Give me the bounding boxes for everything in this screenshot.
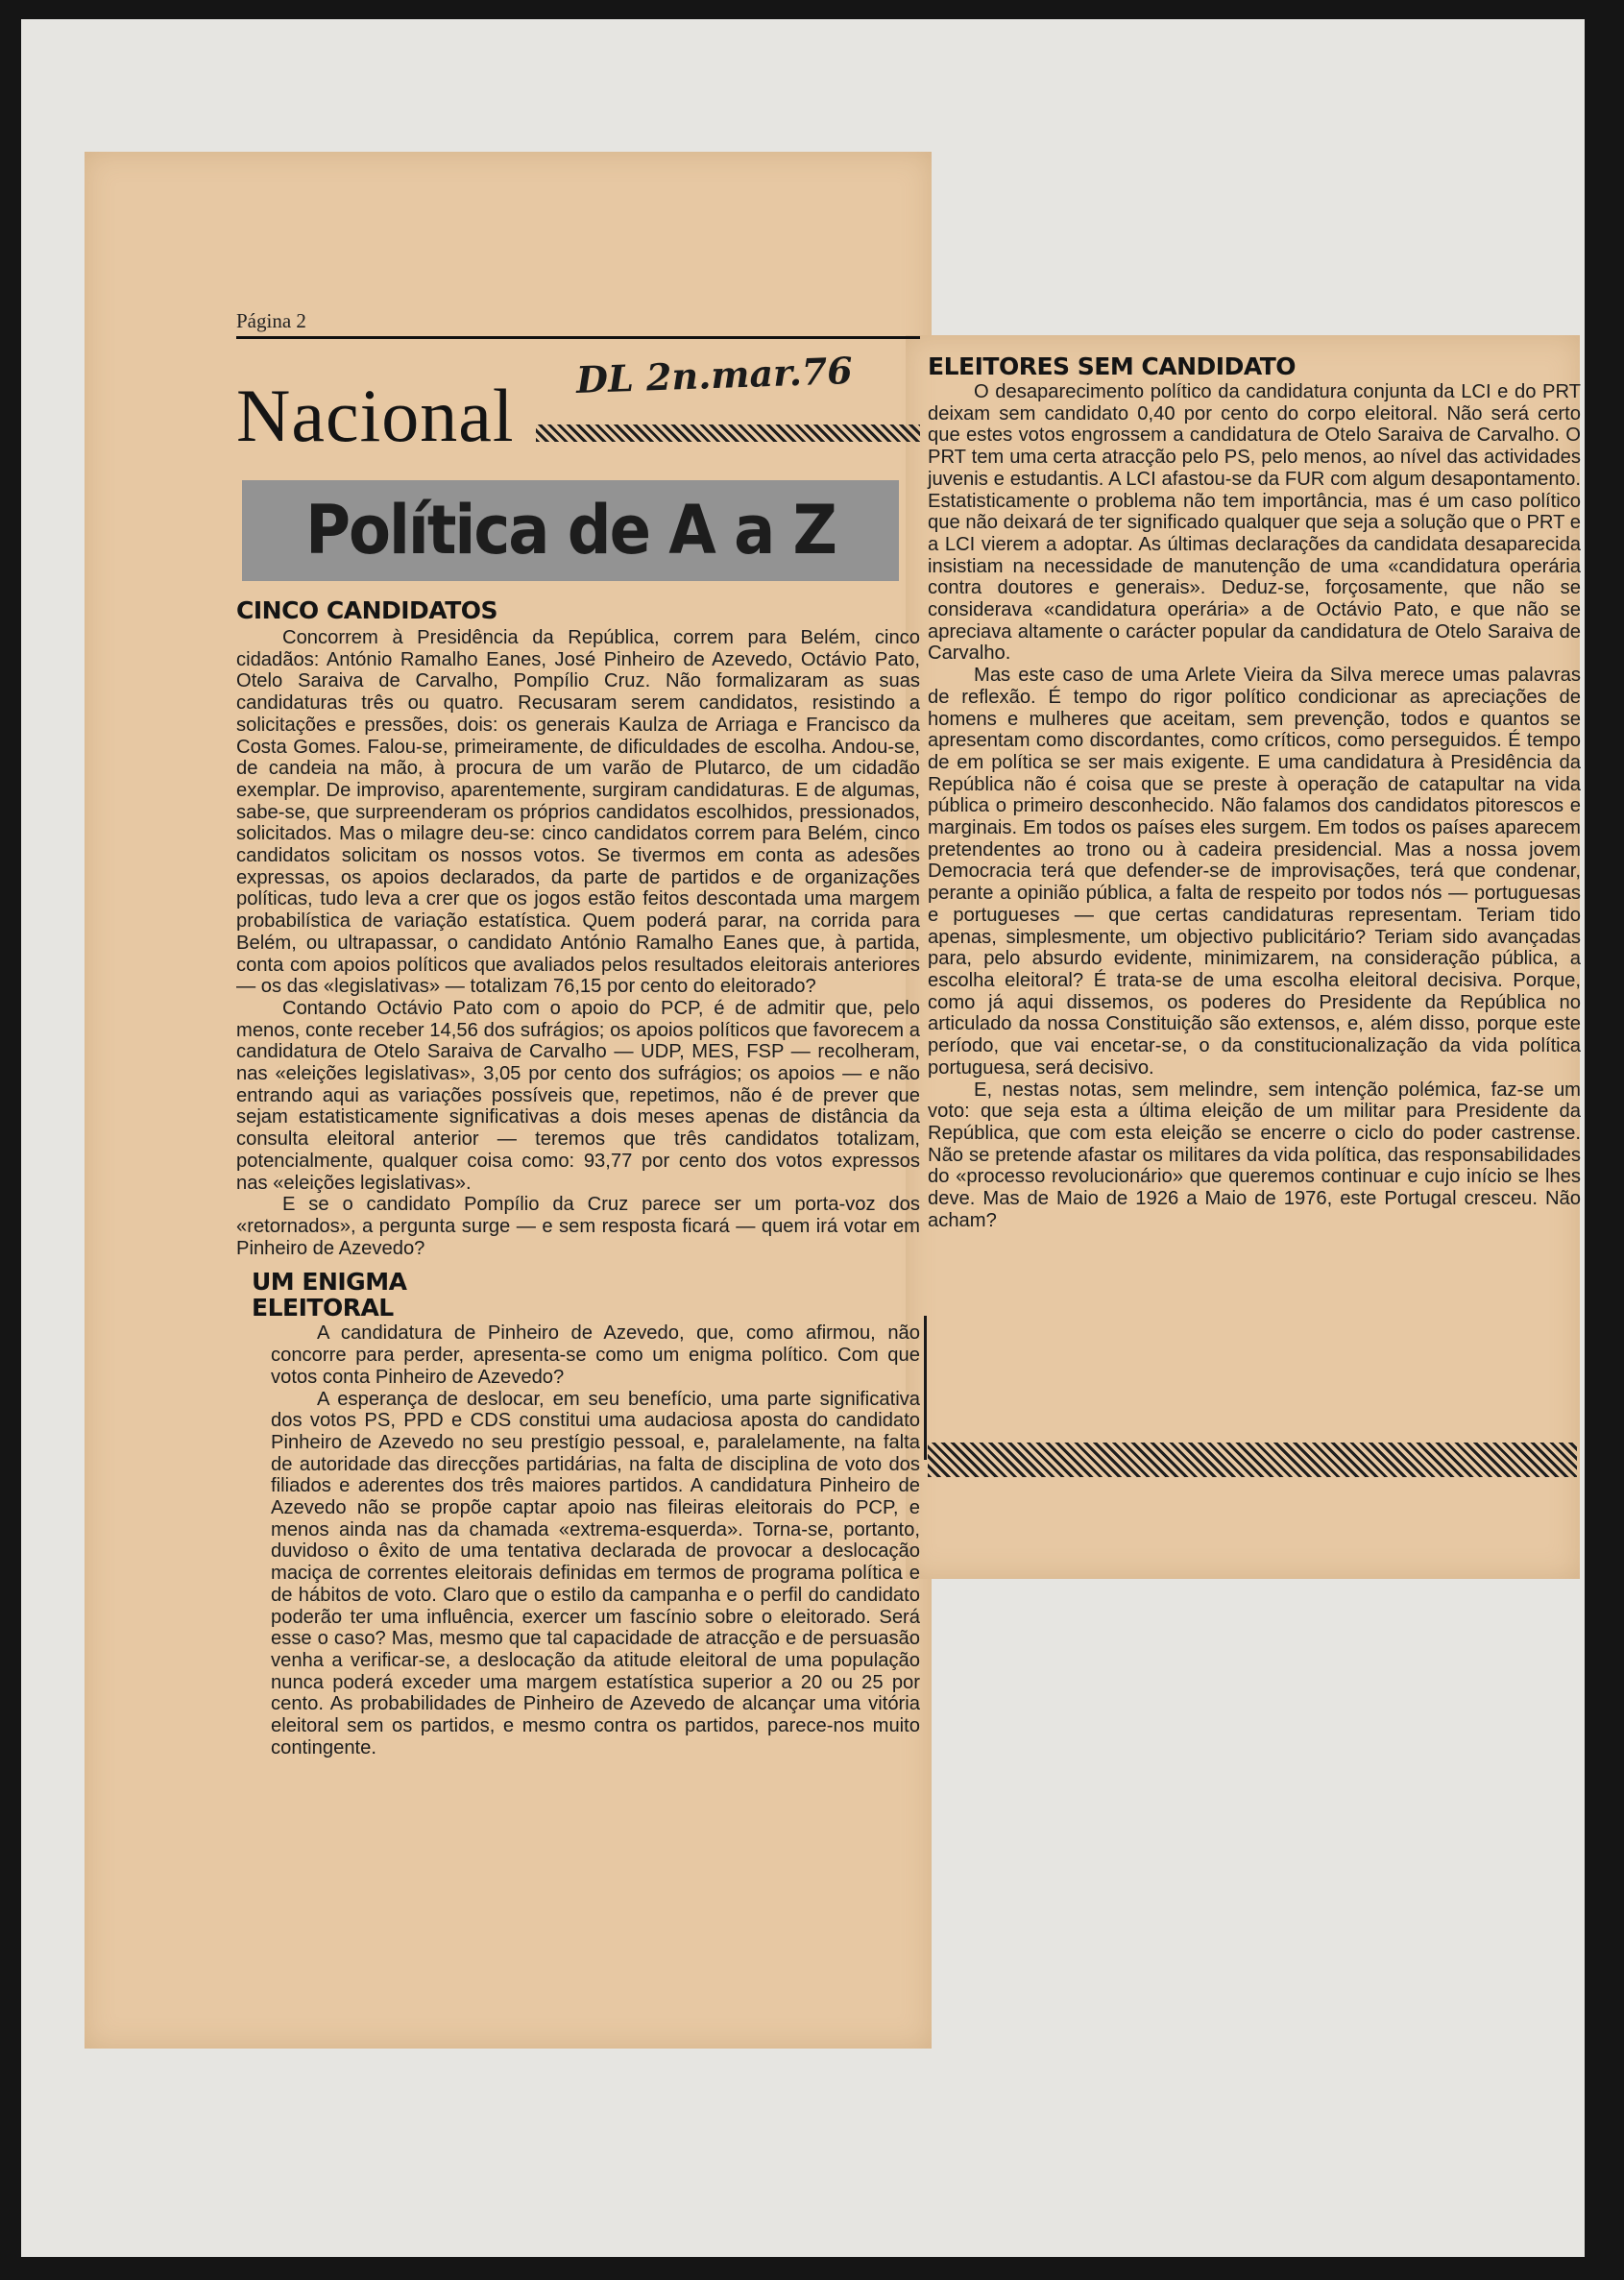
banner-title: Política de A a Z xyxy=(305,491,836,570)
section-title: Nacional xyxy=(236,374,515,457)
hatch-rule-bottom xyxy=(928,1443,1577,1477)
paragraph: A esperança de deslocar, em seu benefício, uma parte significativa dos votos PS, PPD e CDS constitui uma audaciosa aposta do candidato Pinheiro de Azevedo no seu prestígio pessoal, e, paralelamente, na falta de autoridade das direcções partidárias, na falta de disciplina de voto dos filiados e aderentes dos três maiores partidos. A candidatura Pinheiro de Azevedo não se propõe captar apoio nas fileiras eleitorais do PCP, e menos ainda nas da chamada «extrema-esquerda». Torna-se, portanto, duvidoso o êxito de uma tentativa declarada de provocar a deslocação maciça de correntes eleitorais definidas em termos de programa política e de hábitos de voto. Claro que o estilo da campanha e o perfil do candidato poderão ter uma influência, exercer um fascínio sobre o eleitorado. Será esse o caso? Mas, mesmo que tal capacidade de atracção e de persuasão venha a verificar-se, a deslocação da atitude eleitoral de uma população nunca poderá exceder uma margem estatística superior a 20 ou 25 por cento. As probabilidades de Pinheiro de Azevedo de alcançar uma vitória eleitoral sem os partidos, e mesmo contra os partidos, parece-nos muito contingente. xyxy=(271,1388,920,1759)
column-divider xyxy=(924,1316,927,1460)
paragraph: A candidatura de Pinheiro de Azevedo, que, como afirmou, não concorre para perder, apresenta-se como um enigma político. Com que votos conta Pinheiro de Azevedo? xyxy=(271,1322,920,1388)
heading-enigma-line2: ELEITORAL xyxy=(252,1294,394,1322)
article-eleitores-sem-candidato xyxy=(928,381,1581,1231)
paragraph: E, nestas notas, sem melindre, sem intenção polémica, faz-se um voto: que seja esta a última eleição de um militar para Presidente da República, que com esta eleição se encerre o ciclo do poder castrense. Não se pretende afastar os militares da vida política, das responsabilidades do «processo revolucionário» que queremos continuar e cujo início se lhes deve. Mas de Maio de 1926 a Maio de 1976, este Portugal cresceu. Não acham? xyxy=(928,1079,1581,1231)
article-cinco-candidatos xyxy=(236,627,920,1259)
header-rule xyxy=(236,336,920,339)
paragraph: Mas este caso de uma Arlete Vieira da Silva merece umas palavras de reflexão. É tempo do rigor político condicionar as apreciações de homens e mulheres que aceitam, sem prevenção, todos e quantos se apresentam como discordantes, como críticos, como perseguidos. É tempo de em política se ser mais exigente. E uma candidatura à Presidência da República não é coisa que se preste à operação de catapultar na vida pública o primeiro desconhecido. Não falamos dos candidatos pitorescos e marginais. Em todos os países eles surgem. Em todos os países aparecem pretendentes ao trono ou à cadeira presidencial. Mas a nossa jovem Democracia terá que defender-se de improvisações, terá que condenar, perante a opinião pública, a falta de respeito por todos nós — portuguesas e portugueses — que certas candidaturas representam. Teriam tido apenas, simplesmente, um objectivo publicitário? Teriam sido avançadas para, pelo absurdo evidente, minimizarem, na consideração pública, a escolha eleitoral? É trata-se de uma escolha eleitoral decisiva. Porque, como já aqui dissemos, os poderes do Presidente da República no articulado da nossa Constituição são extensos, e, além disso, porque este período, que vai encetar-se, o da constitucionalização da vida política portuguesa, será decisivo. xyxy=(928,665,1581,1079)
paragraph: Contando Octávio Pato com o apoio do PCP, é de admitir que, pelo menos, conte receber 14,56 dos sufrágios; os apoios políticos que favorecem a candidatura de Otelo Saraiva de Carvalho — UDP, MES, FSP — recolheram, nas «eleições legislativas», 3,05 por cento dos sufrágios; os apoios — e não entrando aqui as variações possíveis que, repetimos, não é de prever que sejam estatisticamente significativas a dois meses apenas de distância da consulta eleitoral anterior — teremos que três candidatos totalizam, potencialmente, qualquer coisa como: 93,77 por cento dos votos expressos nas «eleições legislativas». xyxy=(236,997,920,1194)
right-column xyxy=(928,353,1581,1231)
article-enigma-eleitoral xyxy=(271,1322,920,1759)
hatch-rule-top xyxy=(536,424,920,442)
handwritten-annotation: DL 2n.mar.76 xyxy=(575,348,854,402)
title-banner xyxy=(242,480,899,581)
page-label: Página 2 xyxy=(236,309,306,332)
heading-enigma-line1: UM ENIGMA xyxy=(252,1268,407,1297)
paragraph: O desaparecimento político da candidatura conjunta da LCI e do PRT deixam sem candidato 0,40 por cento do corpo eleitoral. Não será certo que estes votos engrossem a candidatura de Otelo Saraiva de Carvalho. O PRT tem uma certa atracção pelo PS, pelo menos, ao nível das actividades juvenis e estudantis. A LCI afastou-se da FUR com algum desapontamento. Estatisticamente o problema não tem importância, mas é um caso político que não deixará de ter significado qualquer que seja a solução que o PRT e a LCI vierem a adoptar. As últimas declarações da candidata desaparecida insistiam na necessidade de manutenção de uma «candidatura operária contra doutores e generais». Deduz-se, forçosamente, que não se considerava «candidatura operária» a de Octávio Pato, e que não se apreciava altamente o carácter popular da candidatura de Otelo Saraiva de Carvalho. xyxy=(928,381,1581,665)
left-column xyxy=(236,597,920,1759)
heading-cinco-candidatos: CINCO CANDIDATOS xyxy=(236,596,498,624)
paragraph: Concorrem à Presidência da República, correm para Belém, cinco cidadãos: António Ramalho Eanes, José Pinheiro de Azevedo, Octávio Pato, Otelo Saraiva de Carvalho, Pompílio Cruz. Não formalizaram as suas candidaturas três ou quatro. Recusaram serem candidatos, resistindo a solicitações e pressões, dois: os generais Kaulza de Arriaga e Francisco da Costa Gomes. Falou-se, primeiramente, de dificuldades de escolha. Andou-se, de candeia na mão, à procura de um varão de Plutarco, de um cidadão exemplar. De improviso, aparentemente, surgiram candidaturas. E de algumas, sabe-se, que surpreenderam os próprios candidatos escolhidos, pressionados, solicitados. Mas o milagre deu-se: cinco candidatos correm para Belém, cinco candidatos solicitam os nossos votos. Se tivermos em conta as adesões expressas, os apoios declarados, da parte de partidos e de organizações políticas, tudo leva a crer que os jogos estão feitos descontada uma margem probabilística de variação estatística. Quem poderá parar, na corrida para Belém, ou ultrapassar, o candidato António Ramalho Eanes que, à partida, conta com apoios políticos que avaliados pelos resultados eleitorais anteriores — os das «legislativas» — totalizam 76,15 por cento do eleitorado? xyxy=(236,627,920,998)
heading-eleitores: ELEITORES SEM CANDIDATO xyxy=(928,352,1297,380)
paragraph: E se o candidato Pompílio da Cruz parece ser um porta-voz dos «retornados», a pergunta surge — e sem resposta ficará — quem irá votar em Pinheiro de Azevedo? xyxy=(236,1194,920,1259)
